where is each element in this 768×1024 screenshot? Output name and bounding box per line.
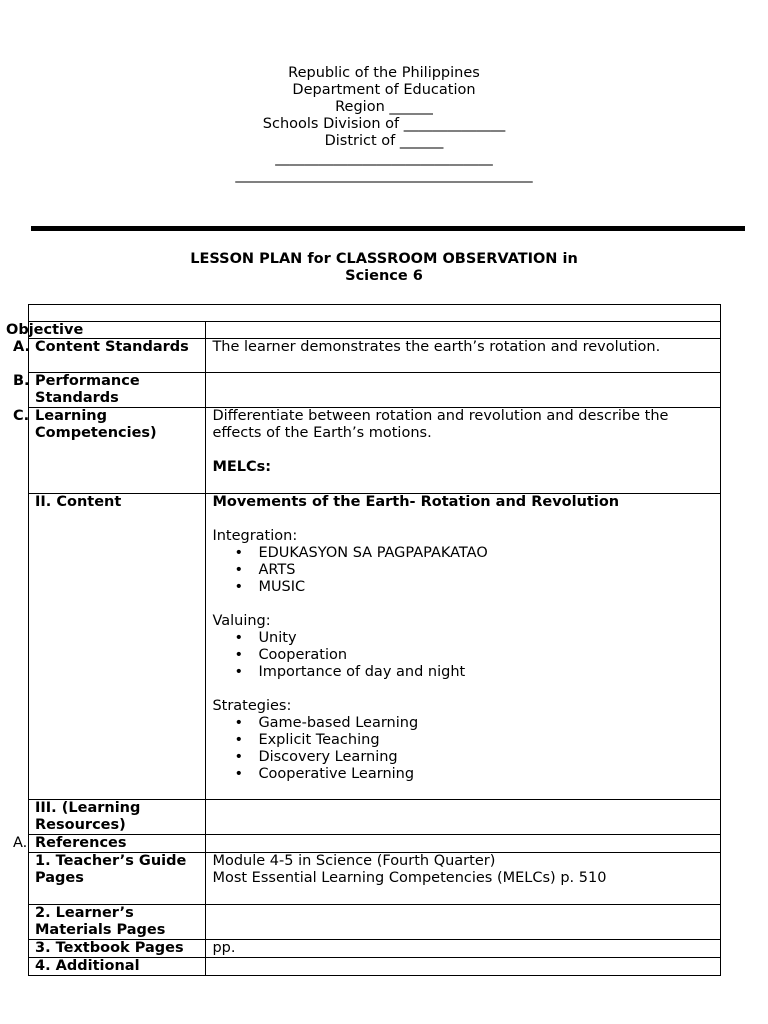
textbook-pages-label: 3. Textbook Pages: [29, 940, 206, 958]
content-label: II. Content: [35, 494, 122, 510]
header-blank-line-2: _________________________________________: [235, 167, 533, 183]
marker-c: C.: [13, 408, 30, 424]
table-row-content: [29, 494, 721, 800]
content-title: Movements of the Earth- Rotation and Revolution: [212, 494, 620, 510]
table-row-blank: [29, 305, 721, 322]
content-label-cell: [29, 494, 206, 800]
melcs-label: MELCs:: [212, 459, 272, 475]
performance-standards-label-cell: [13, 373, 206, 408]
list-item: • Importance of day and night: [212, 664, 714, 681]
title-line-1: LESSON PLAN for CLASSROOM OBSERVATION in: [190, 251, 578, 267]
list-item: • Cooperation: [212, 647, 714, 664]
header-department: Department of Education: [292, 82, 476, 98]
table-row-learning-competencies: [29, 408, 721, 494]
header-division: Schools Division of ______________: [262, 116, 506, 132]
marker-references: A.: [13, 835, 28, 851]
list-item: • EDUKASYON SA PAGPAPAKATAO: [212, 545, 714, 562]
integration-list: [212, 545, 714, 596]
learning-resources-label: III. (Learning Resources): [29, 800, 206, 835]
table-row-additional: [29, 958, 721, 976]
objective-label: Objective: [6, 322, 84, 338]
teachers-guide-value-cell: [206, 853, 721, 905]
learning-competencies-text: Differentiate between rotation and revolution and describe the effects of the Earth’s motions.: [212, 408, 669, 441]
document-title: [0, 251, 768, 285]
content-standards-label: Content Standards: [35, 339, 189, 355]
list-item: • Explicit Teaching: [212, 732, 714, 749]
textbook-pages-value: pp.: [206, 940, 721, 958]
list-item: • Game-based Learning: [212, 715, 714, 732]
list-item: • Cooperative Learning: [212, 766, 714, 783]
objective-cell: [6, 322, 206, 339]
list-item: • Unity: [212, 630, 714, 647]
table-row-teachers-guide: [29, 853, 721, 905]
integration-label: Integration:: [212, 528, 298, 544]
header-republic: Republic of the Philippines: [288, 65, 480, 81]
teachers-guide-label: 1. Teacher’s Guide Pages: [29, 853, 206, 905]
lesson-plan-table: [6, 304, 721, 976]
table-row-references: [29, 835, 721, 853]
references-label: References: [35, 835, 127, 851]
table-row-textbook: [29, 940, 721, 958]
list-item: • MUSIC: [212, 579, 714, 596]
blank-cell: [29, 305, 721, 322]
content-standards-label-cell: [13, 339, 206, 373]
strategies-label: Strategies:: [212, 698, 292, 714]
header-blank-line-1: ______________________________: [275, 150, 493, 166]
content-value-cell: [206, 494, 721, 800]
title-line-2: Science 6: [345, 268, 423, 284]
valuing-label: Valuing:: [212, 613, 271, 629]
additional-value: [206, 958, 721, 976]
content-standards-value: The learner demonstrates the earth’s rotation and revolution.: [206, 339, 721, 373]
learners-materials-label: 2. Learner’s Materials Pages: [29, 905, 206, 940]
table-row-learners-materials: [29, 905, 721, 940]
objective-value-cell: [206, 322, 721, 339]
table-row-performance-standards: [29, 373, 721, 408]
teachers-guide-value-1: Module 4-5 in Science (Fourth Quarter): [212, 853, 496, 869]
teachers-guide-value-2: Most Essential Learning Competencies (MELCs) p. 510: [212, 870, 607, 886]
performance-standards-label: Performance Standards: [35, 373, 140, 406]
header-region: Region ______: [335, 99, 433, 115]
learning-competencies-label-cell: [13, 408, 206, 494]
references-value: [206, 835, 721, 853]
valuing-list: [212, 630, 714, 681]
learning-resources-value: [206, 800, 721, 835]
table-row-objective: [29, 322, 721, 339]
marker-b: B.: [13, 373, 30, 389]
header-divider: [31, 226, 745, 231]
learners-materials-value: [206, 905, 721, 940]
table-row-content-standards: [29, 339, 721, 373]
list-item: • Discovery Learning: [212, 749, 714, 766]
list-item: • ARTS: [212, 562, 714, 579]
learning-competencies-value-cell: [206, 408, 721, 494]
header-district: District of ______: [324, 133, 444, 149]
strategies-list: [212, 715, 714, 783]
additional-label: 4. Additional: [29, 958, 206, 976]
learning-competencies-label: Learning Competencies): [35, 408, 157, 441]
references-label-cell: [13, 835, 206, 853]
table-row-learning-resources: [29, 800, 721, 835]
document-header: [0, 65, 768, 184]
marker-a: A.: [13, 339, 30, 355]
performance-standards-value: [206, 373, 721, 408]
